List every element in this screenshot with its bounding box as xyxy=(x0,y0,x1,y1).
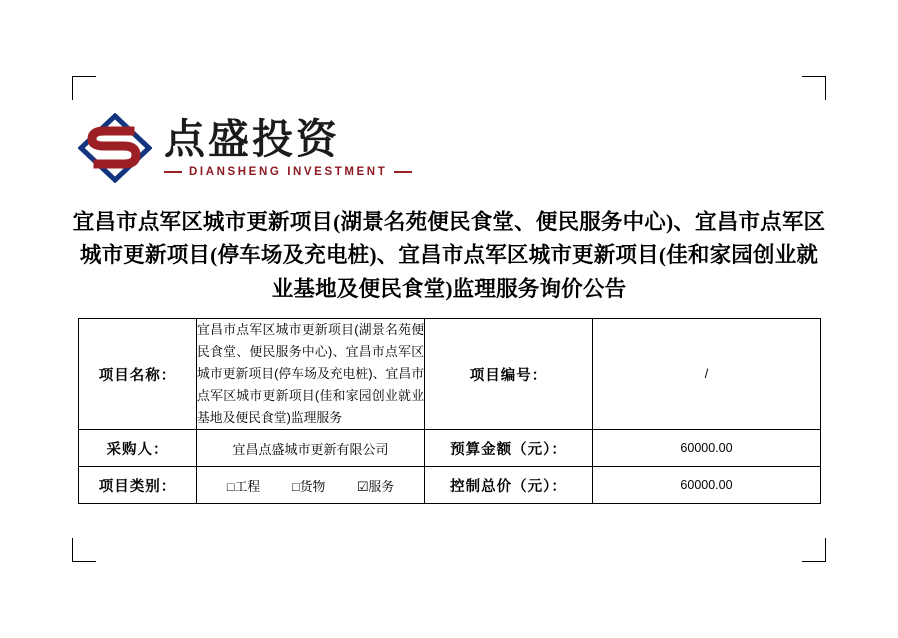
value-budget-amount: 60000.00 xyxy=(593,430,821,467)
project-info-table xyxy=(78,318,821,504)
table-row xyxy=(79,430,821,467)
checkbox-label: 服务 xyxy=(368,478,395,494)
crop-mark-top-left xyxy=(72,76,96,100)
checkbox-mark: ☑ xyxy=(357,478,369,494)
value-control-price: 60000.00 xyxy=(593,467,821,504)
label-budget-amount: 预算金额（元）： xyxy=(425,430,593,467)
crop-mark-bottom-left xyxy=(72,538,96,562)
value-purchaser: 宜昌点盛城市更新有限公司 xyxy=(197,430,425,467)
checkbox-mark: □ xyxy=(291,478,300,494)
logo-chinese-name: 点盛投资 xyxy=(164,115,340,162)
checkbox-label: 货物 xyxy=(299,478,326,494)
label-control-price: 控制总价（元）： xyxy=(425,467,593,504)
logo-rule-left xyxy=(164,171,182,173)
logo-english-name: DIANSHENG INVESTMENT xyxy=(189,166,388,179)
value-project-number: / xyxy=(593,319,821,430)
logo-english-row xyxy=(164,166,412,178)
project-category-options xyxy=(197,467,425,504)
logo-rule-right xyxy=(394,171,412,173)
checkbox-option-engineering[interactable] xyxy=(227,476,260,495)
checkbox-label: 工程 xyxy=(234,478,261,494)
dianshang-s-diamond-logo-icon xyxy=(78,113,152,183)
checkbox-mark: □ xyxy=(226,478,235,494)
table-row xyxy=(79,467,821,504)
table-row xyxy=(79,319,821,430)
company-logo xyxy=(78,112,412,184)
logo-text xyxy=(164,115,412,179)
label-project-category: 项目类别： xyxy=(79,467,197,504)
label-purchaser: 采购人： xyxy=(79,430,197,467)
value-project-name: 宜昌市点军区城市更新项目(湖景名苑便民食堂、便民服务中心)、宜昌市点军区城市更新项目(停车场及充电桩)、宜昌市点军区城市更新项目(佳和家园创业就业基地及便民食堂)监理服务 xyxy=(197,319,425,430)
crop-mark-bottom-right xyxy=(802,538,826,562)
checkbox-option-goods[interactable] xyxy=(292,476,325,495)
checkbox-option-service[interactable] xyxy=(357,476,394,495)
label-project-number: 项目编号： xyxy=(425,319,593,430)
label-project-name: 项目名称： xyxy=(79,319,197,430)
page-title: 宜昌市点军区城市更新项目(湖景名苑便民食堂、便民服务中心)、宜昌市点军区城市更新项目(停车场及充电桩)、宜昌市点军区城市更新项目(佳和家园创业就业基地及便民食堂)监理服务询价公告 xyxy=(72,210,826,301)
crop-mark-top-right xyxy=(802,76,826,100)
